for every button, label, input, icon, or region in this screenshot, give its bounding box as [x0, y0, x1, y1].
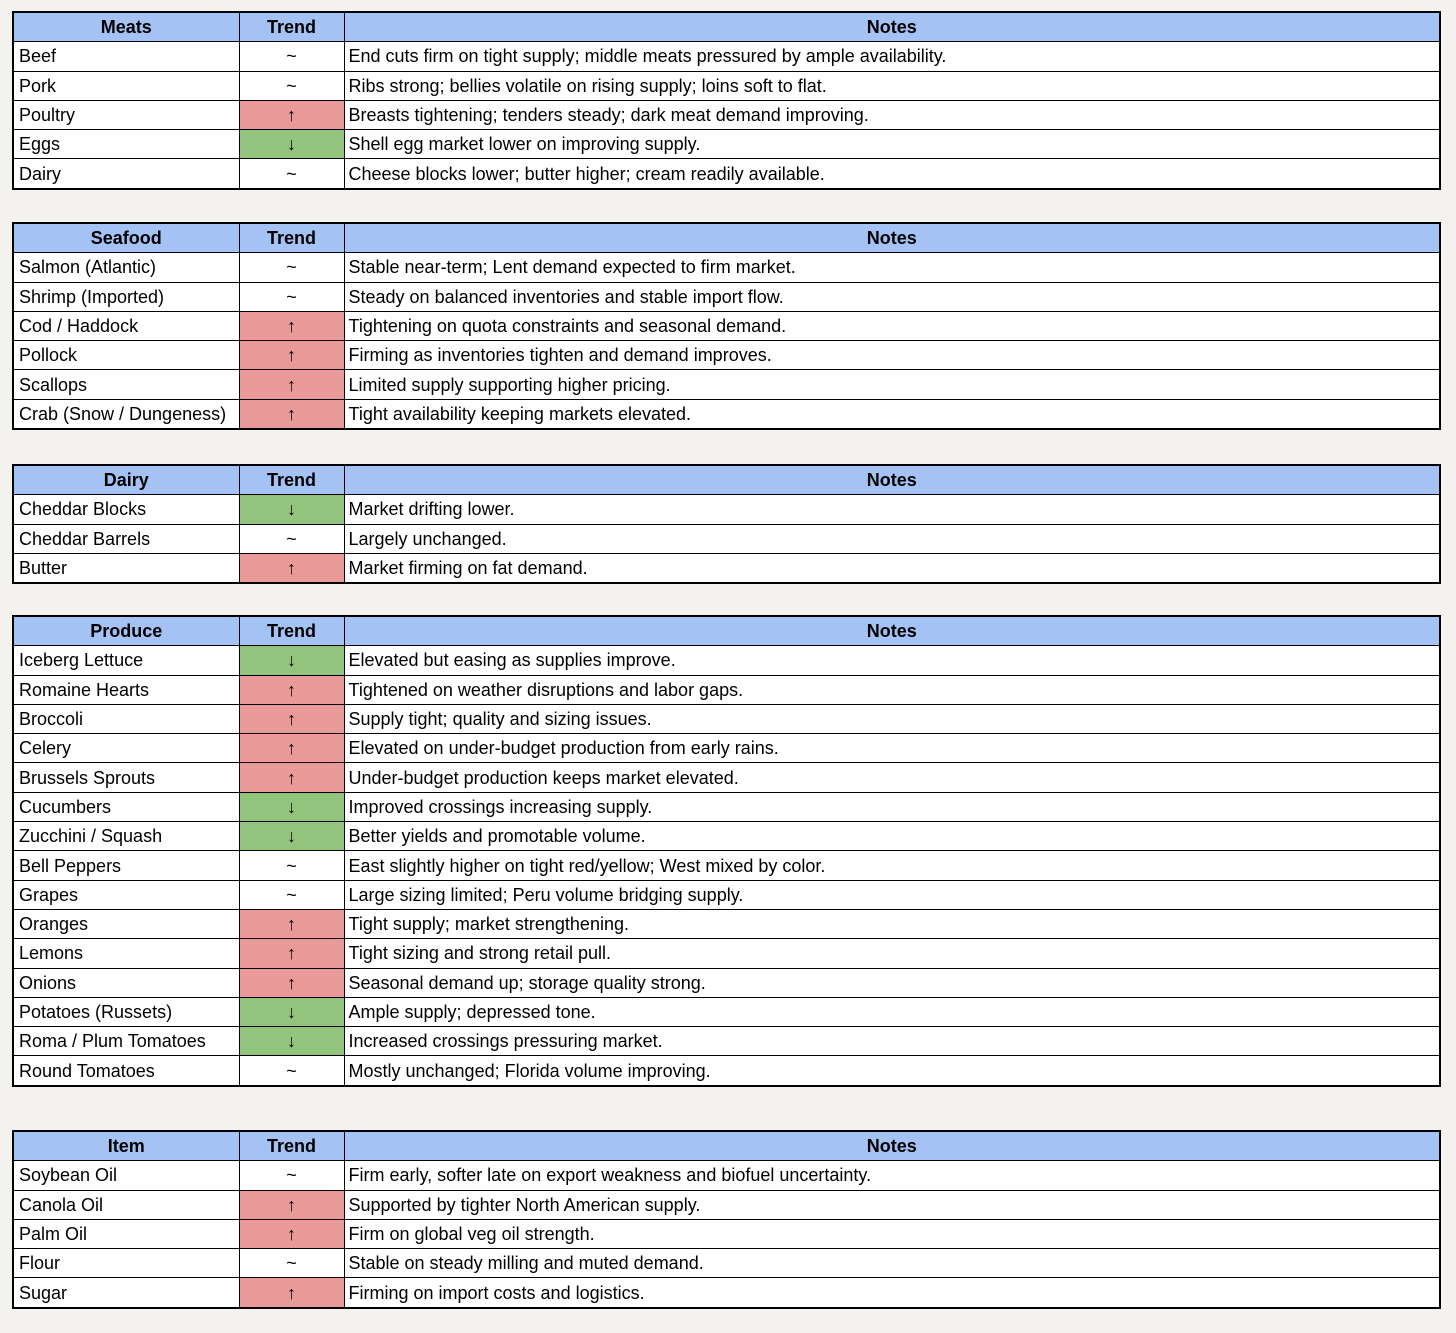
table-row: [13, 1249, 1440, 1278]
trend-header: Trend: [239, 616, 344, 646]
note-cell: Under-budget production keeps market elevated.: [344, 763, 1440, 792]
arrow-up-icon: ↑: [239, 763, 344, 792]
trend-header: Trend: [239, 12, 344, 42]
dairy-table: [12, 464, 1441, 584]
item-name-cell: Eggs: [13, 130, 239, 159]
note-cell: Steady on balanced inventories and stable import flow.: [344, 282, 1440, 311]
table-row: [13, 1056, 1440, 1086]
category-header: Dairy: [13, 465, 239, 495]
note-cell: Supply tight; quality and sizing issues.: [344, 704, 1440, 733]
arrow-up-icon: ↑: [239, 399, 344, 429]
arrow-down-icon: ↓: [239, 495, 344, 524]
arrow-up-icon: ↑: [239, 1278, 344, 1308]
table-row: [13, 253, 1440, 282]
trend-header: Trend: [239, 1131, 344, 1161]
item-name-cell: Romaine Hearts: [13, 675, 239, 704]
note-cell: Market firming on fat demand.: [344, 553, 1440, 583]
table-row: [13, 1161, 1440, 1190]
tilde-icon: ~: [239, 851, 344, 880]
arrow-down-icon: ↓: [239, 1027, 344, 1056]
table-row: [13, 704, 1440, 733]
item-name-cell: Sugar: [13, 1278, 239, 1308]
tilde-icon: ~: [239, 1249, 344, 1278]
table-row: [13, 524, 1440, 553]
tilde-icon: ~: [239, 1056, 344, 1086]
note-cell: Increased crossings pressuring market.: [344, 1027, 1440, 1056]
item-name-cell: Oranges: [13, 909, 239, 938]
table-row: [13, 939, 1440, 968]
table-row: [13, 282, 1440, 311]
note-cell: Better yields and promotable volume.: [344, 822, 1440, 851]
note-cell: Tight sizing and strong retail pull.: [344, 939, 1440, 968]
notes-header: Notes: [344, 1131, 1440, 1161]
item-name-cell: Broccoli: [13, 704, 239, 733]
note-cell: Ample supply; depressed tone.: [344, 997, 1440, 1026]
note-cell: Ribs strong; bellies volatile on rising supply; loins soft to flat.: [344, 71, 1440, 100]
category-header: Produce: [13, 616, 239, 646]
note-cell: Firming as inventories tighten and demand improves.: [344, 341, 1440, 370]
notes-header: Notes: [344, 223, 1440, 253]
item-name-cell: Shrimp (Imported): [13, 282, 239, 311]
tilde-icon: ~: [239, 253, 344, 282]
table-row: [13, 370, 1440, 399]
table-row: [13, 1027, 1440, 1056]
item-name-cell: Canola Oil: [13, 1190, 239, 1219]
item-name-cell: Butter: [13, 553, 239, 583]
arrow-up-icon: ↑: [239, 939, 344, 968]
note-cell: Tight supply; market strengthening.: [344, 909, 1440, 938]
category-header: Seafood: [13, 223, 239, 253]
item-name-cell: Onions: [13, 968, 239, 997]
table-row: [13, 311, 1440, 340]
note-cell: Largely unchanged.: [344, 524, 1440, 553]
header-row: [13, 223, 1440, 253]
arrow-up-icon: ↑: [239, 311, 344, 340]
note-cell: Stable near-term; Lent demand expected to firm market.: [344, 253, 1440, 282]
table-row: [13, 495, 1440, 524]
note-cell: Firm early, softer late on export weakness and biofuel uncertainty.: [344, 1161, 1440, 1190]
tilde-icon: ~: [239, 71, 344, 100]
note-cell: Tight availability keeping markets elevated.: [344, 399, 1440, 429]
table-row: [13, 851, 1440, 880]
tilde-icon: ~: [239, 42, 344, 71]
note-cell: Elevated on under-budget production from early rains.: [344, 734, 1440, 763]
tilde-icon: ~: [239, 1161, 344, 1190]
arrow-down-icon: ↓: [239, 130, 344, 159]
note-cell: Supported by tighter North American supply.: [344, 1190, 1440, 1219]
note-cell: End cuts firm on tight supply; middle meats pressured by ample availability.: [344, 42, 1440, 71]
produce-table: [12, 615, 1441, 1087]
header-row: [13, 12, 1440, 42]
item-name-cell: Zucchini / Squash: [13, 822, 239, 851]
note-cell: Seasonal demand up; storage quality strong.: [344, 968, 1440, 997]
item-name-cell: Lemons: [13, 939, 239, 968]
item-name-cell: Poultry: [13, 100, 239, 129]
note-cell: Improved crossings increasing supply.: [344, 792, 1440, 821]
table-row: [13, 675, 1440, 704]
seafood-table: [12, 222, 1441, 430]
arrow-up-icon: ↑: [239, 909, 344, 938]
arrow-down-icon: ↓: [239, 997, 344, 1026]
note-cell: Elevated but easing as supplies improve.: [344, 646, 1440, 675]
item-name-cell: Cheddar Blocks: [13, 495, 239, 524]
note-cell: Mostly unchanged; Florida volume improving.: [344, 1056, 1440, 1086]
table-row: [13, 792, 1440, 821]
table-row: [13, 646, 1440, 675]
item-name-cell: Brussels Sprouts: [13, 763, 239, 792]
note-cell: Tightening on quota constraints and seasonal demand.: [344, 311, 1440, 340]
item-name-cell: Bell Peppers: [13, 851, 239, 880]
item-name-cell: Cheddar Barrels: [13, 524, 239, 553]
table-row: [13, 880, 1440, 909]
arrow-up-icon: ↑: [239, 1190, 344, 1219]
arrow-up-icon: ↑: [239, 968, 344, 997]
table-row: [13, 997, 1440, 1026]
table-row: [13, 1190, 1440, 1219]
arrow-up-icon: ↑: [239, 100, 344, 129]
note-cell: Cheese blocks lower; butter higher; cream readily available.: [344, 159, 1440, 189]
item-name-cell: Cucumbers: [13, 792, 239, 821]
table-row: [13, 71, 1440, 100]
note-cell: Tightened on weather disruptions and labor gaps.: [344, 675, 1440, 704]
table-row: [13, 399, 1440, 429]
item-name-cell: Potatoes (Russets): [13, 997, 239, 1026]
item-name-cell: Scallops: [13, 370, 239, 399]
table-row: [13, 42, 1440, 71]
table-row: [13, 734, 1440, 763]
arrow-down-icon: ↓: [239, 792, 344, 821]
header-row: [13, 465, 1440, 495]
note-cell: Firm on global veg oil strength.: [344, 1219, 1440, 1248]
item-name-cell: Cod / Haddock: [13, 311, 239, 340]
item-name-cell: Grapes: [13, 880, 239, 909]
table-row: [13, 968, 1440, 997]
category-header: Item: [13, 1131, 239, 1161]
item-name-cell: Salmon (Atlantic): [13, 253, 239, 282]
arrow-up-icon: ↑: [239, 370, 344, 399]
table-row: [13, 1219, 1440, 1248]
table-row: [13, 100, 1440, 129]
item-name-cell: Flour: [13, 1249, 239, 1278]
item-name-cell: Soybean Oil: [13, 1161, 239, 1190]
other-items-table: [12, 1130, 1441, 1309]
tilde-icon: ~: [239, 524, 344, 553]
category-header: Meats: [13, 12, 239, 42]
note-cell: Limited supply supporting higher pricing.: [344, 370, 1440, 399]
tilde-icon: ~: [239, 880, 344, 909]
trend-header: Trend: [239, 465, 344, 495]
arrow-up-icon: ↑: [239, 553, 344, 583]
arrow-up-icon: ↑: [239, 1219, 344, 1248]
note-cell: Large sizing limited; Peru volume bridging supply.: [344, 880, 1440, 909]
item-name-cell: Celery: [13, 734, 239, 763]
note-cell: Market drifting lower.: [344, 495, 1440, 524]
arrow-up-icon: ↑: [239, 675, 344, 704]
arrow-down-icon: ↓: [239, 646, 344, 675]
table-row: [13, 909, 1440, 938]
table-row: [13, 130, 1440, 159]
item-name-cell: Crab (Snow / Dungeness): [13, 399, 239, 429]
trend-header: Trend: [239, 223, 344, 253]
arrow-down-icon: ↓: [239, 822, 344, 851]
item-name-cell: Palm Oil: [13, 1219, 239, 1248]
item-name-cell: Round Tomatoes: [13, 1056, 239, 1086]
item-name-cell: Pollock: [13, 341, 239, 370]
note-cell: East slightly higher on tight red/yellow; West mixed by color.: [344, 851, 1440, 880]
notes-header: Notes: [344, 616, 1440, 646]
meats-table: [12, 11, 1441, 190]
table-row: [13, 763, 1440, 792]
arrow-up-icon: ↑: [239, 704, 344, 733]
note-cell: Shell egg market lower on improving supply.: [344, 130, 1440, 159]
note-cell: Breasts tightening; tenders steady; dark meat demand improving.: [344, 100, 1440, 129]
table-row: [13, 341, 1440, 370]
notes-header: Notes: [344, 465, 1440, 495]
note-cell: Firming on import costs and logistics.: [344, 1278, 1440, 1308]
arrow-up-icon: ↑: [239, 734, 344, 763]
tilde-icon: ~: [239, 282, 344, 311]
item-name-cell: Dairy: [13, 159, 239, 189]
item-name-cell: Roma / Plum Tomatoes: [13, 1027, 239, 1056]
table-row: [13, 1278, 1440, 1308]
table-row: [13, 159, 1440, 189]
item-name-cell: Pork: [13, 71, 239, 100]
tilde-icon: ~: [239, 159, 344, 189]
header-row: [13, 1131, 1440, 1161]
notes-header: Notes: [344, 12, 1440, 42]
arrow-up-icon: ↑: [239, 341, 344, 370]
table-row: [13, 822, 1440, 851]
item-name-cell: Beef: [13, 42, 239, 71]
note-cell: Stable on steady milling and muted demand.: [344, 1249, 1440, 1278]
header-row: [13, 616, 1440, 646]
table-row: [13, 553, 1440, 583]
item-name-cell: Iceberg Lettuce: [13, 646, 239, 675]
